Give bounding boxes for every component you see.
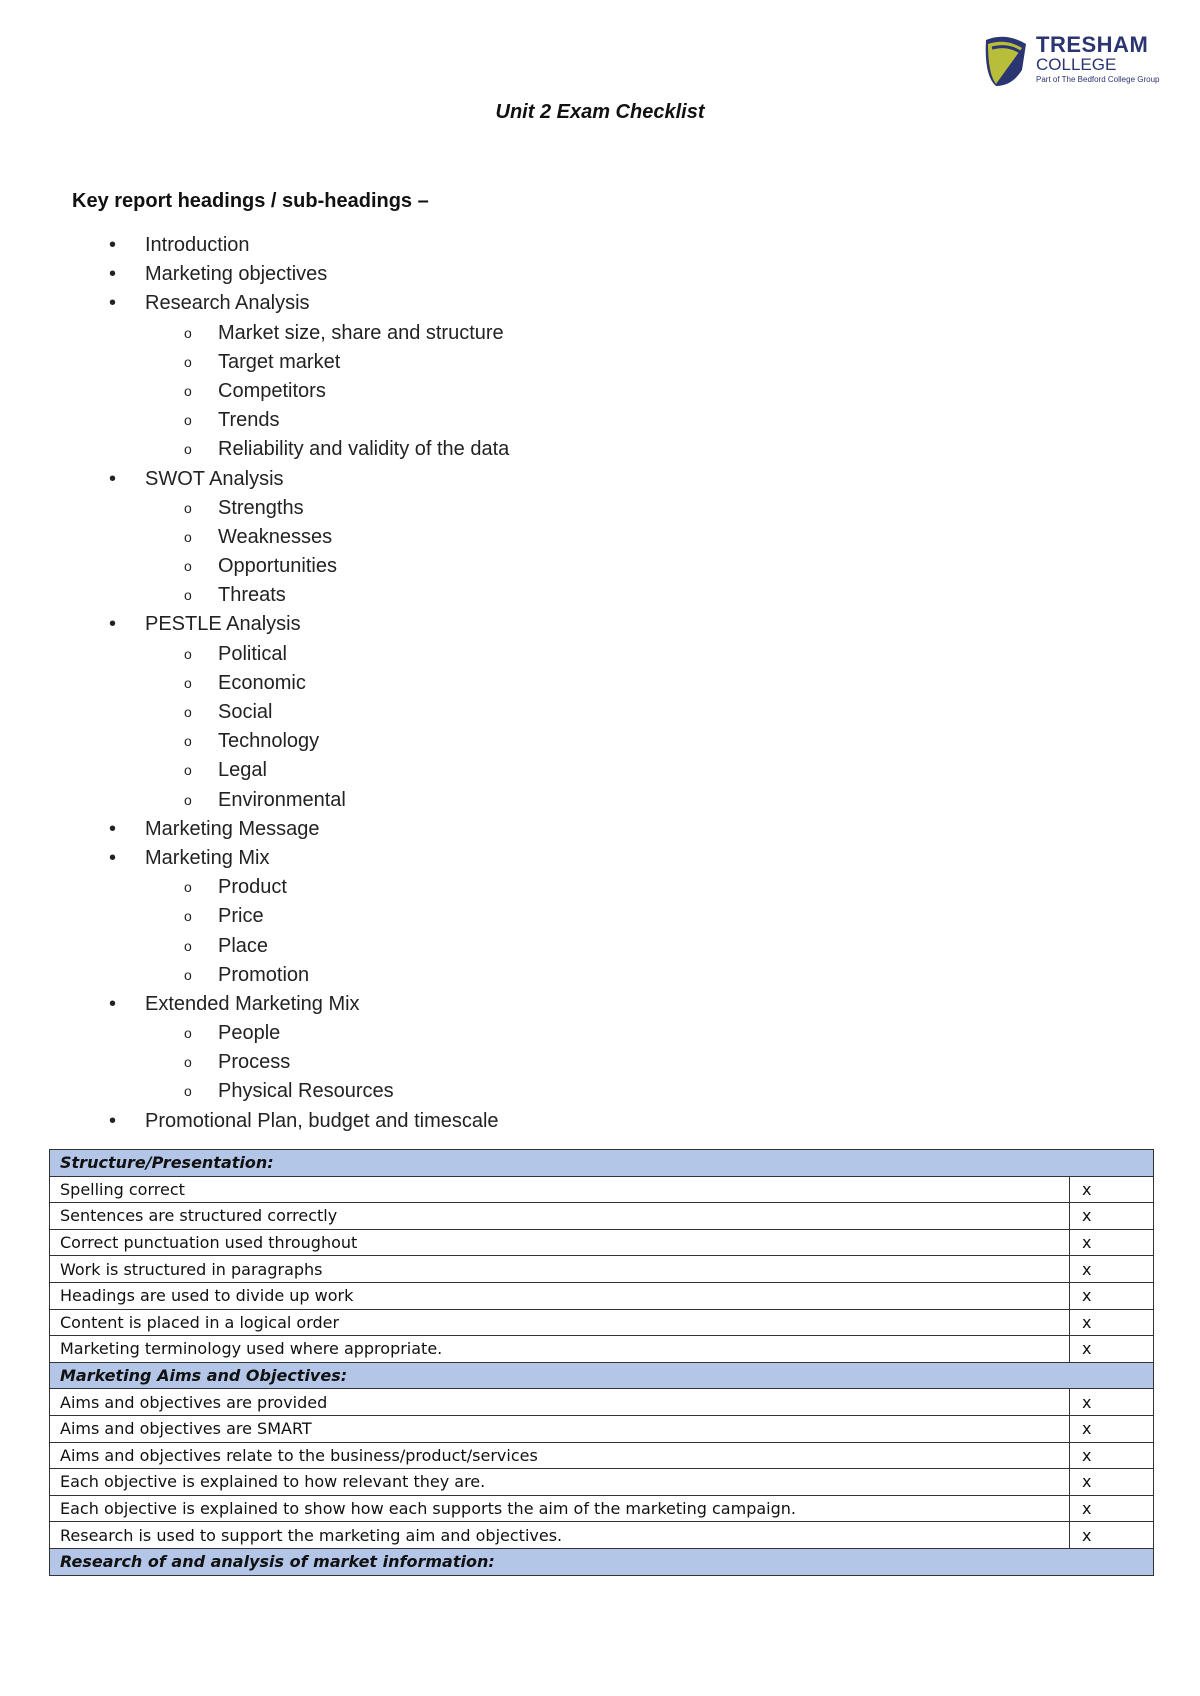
- heading-list-item: [0, 815, 509, 844]
- circle-bullet-icon: o: [184, 441, 192, 458]
- checklist-row: [50, 1336, 1154, 1363]
- checklist-row: [50, 1389, 1154, 1416]
- check-mark: x: [1070, 1469, 1154, 1496]
- subheading-list-item: [0, 581, 509, 610]
- page-title: Unit 2 Exam Checklist: [495, 101, 705, 123]
- list-item-text: Threats: [218, 584, 286, 607]
- list-item-text: Extended Marketing Mix: [145, 992, 360, 1015]
- circle-bullet-icon: o: [184, 1054, 192, 1071]
- list-item-text: Marketing objectives: [145, 263, 328, 286]
- circle-bullet-icon: o: [184, 324, 192, 341]
- list-item-text: Environmental: [218, 788, 346, 811]
- circle-bullet-icon: o: [184, 704, 192, 720]
- bullet-icon: •: [109, 292, 117, 315]
- checklist-row: [50, 1256, 1154, 1283]
- list-item-text: Reliability and validity of the data: [218, 438, 510, 461]
- checklist-section-row: [50, 1548, 1154, 1575]
- subheading-list-item: [0, 523, 509, 552]
- list-item-text: Research Analysis: [145, 292, 310, 315]
- subheading-list-item: [0, 406, 509, 435]
- subheading-list-item: [0, 640, 509, 669]
- list-item-text: PESTLE Analysis: [145, 613, 301, 636]
- subheading-list-item: [0, 961, 509, 990]
- list-item-text: Social: [218, 701, 273, 723]
- subheading-list-item: [0, 319, 509, 348]
- check-mark: x: [1070, 1309, 1154, 1336]
- checklist-section-row: [50, 1150, 1154, 1177]
- criterion-text: Correct punctuation used throughout: [50, 1229, 1070, 1256]
- list-item-text: Opportunities: [218, 555, 337, 578]
- heading-list-item: [0, 465, 509, 494]
- circle-bullet-icon: o: [184, 966, 192, 983]
- list-item-text: Promotion: [218, 963, 310, 986]
- criterion-text: Headings are used to divide up work: [50, 1282, 1070, 1309]
- heading-list-item: [0, 1107, 509, 1136]
- checklist-section-row: [50, 1362, 1154, 1389]
- heading-list-item: [0, 260, 509, 289]
- checklist-row: [50, 1176, 1154, 1203]
- logo-tagline: Part of The Bedford College Group: [1036, 75, 1160, 84]
- checklist-row: [50, 1415, 1154, 1442]
- circle-bullet-icon: o: [184, 499, 192, 516]
- list-item-text: Physical Resources: [218, 1080, 394, 1103]
- criterion-text: Each objective is explained to show how each supports the aim of the marketing campaign.: [50, 1495, 1070, 1522]
- list-item-text: Legal: [218, 759, 267, 782]
- circle-bullet-icon: o: [184, 1083, 192, 1100]
- subheading-list-item: [0, 1048, 509, 1077]
- checklist-row: [50, 1309, 1154, 1336]
- list-item-text: Market size, share and structure: [218, 321, 504, 344]
- circle-bullet-icon: o: [184, 762, 192, 779]
- subheading-list-item: [0, 348, 509, 377]
- bullet-icon: •: [109, 846, 117, 869]
- circle-bullet-icon: o: [184, 937, 192, 954]
- checklist-row: [50, 1469, 1154, 1496]
- list-item-text: Political: [218, 642, 287, 665]
- logo-name-line1: TRESHAM: [1036, 32, 1149, 57]
- subheading-list-item: [0, 932, 509, 961]
- list-item-text: SWOT Analysis: [145, 467, 284, 490]
- subheading-list-item: [0, 1077, 509, 1106]
- criterion-text: Content is placed in a logical order: [50, 1309, 1070, 1336]
- checklist-table: [49, 1149, 1154, 1576]
- checklist-row: [50, 1522, 1154, 1549]
- heading-list-item: [0, 990, 509, 1019]
- circle-bullet-icon: o: [184, 587, 192, 604]
- circle-bullet-icon: o: [184, 674, 192, 691]
- checklist-row: [50, 1229, 1154, 1256]
- subheading-list-item: [0, 377, 509, 406]
- list-item-text: Economic: [218, 671, 306, 694]
- criterion-text: Aims and objectives are SMART: [50, 1415, 1070, 1442]
- subheading-list-item: [0, 552, 509, 581]
- subheading-list-item: [0, 494, 509, 523]
- check-mark: x: [1070, 1282, 1154, 1309]
- list-item-text: Competitors: [218, 379, 326, 402]
- heading-list-item: [0, 844, 509, 873]
- bullet-icon: •: [109, 817, 117, 840]
- subheading-list-item: [0, 756, 509, 785]
- bullet-icon: •: [109, 613, 117, 636]
- circle-bullet-icon: o: [184, 382, 192, 399]
- circle-bullet-icon: o: [184, 733, 192, 750]
- list-item-text: Target market: [218, 350, 341, 373]
- check-mark: x: [1070, 1256, 1154, 1283]
- criterion-text: Aims and objectives are provided: [50, 1389, 1070, 1416]
- list-item-text: Strengths: [218, 496, 304, 519]
- circle-bullet-icon: o: [184, 528, 192, 545]
- bullet-icon: •: [109, 992, 117, 1015]
- subheading-list-item: [0, 873, 509, 902]
- checklist-row: [50, 1495, 1154, 1522]
- subheading-list-item: [0, 669, 509, 698]
- check-mark: x: [1070, 1389, 1154, 1416]
- section-heading: Key report headings / sub-headings –: [72, 190, 429, 212]
- check-mark: x: [1070, 1229, 1154, 1256]
- heading-list-item: [0, 231, 509, 260]
- checklist-row: [50, 1203, 1154, 1230]
- college-logo: [982, 30, 1172, 102]
- criterion-text: Aims and objectives relate to the business/product/services: [50, 1442, 1070, 1469]
- list-item-text: Weaknesses: [218, 525, 333, 548]
- list-item-text: Promotional Plan, budget and timescale: [145, 1109, 499, 1132]
- circle-bullet-icon: o: [184, 879, 192, 896]
- check-mark: x: [1070, 1176, 1154, 1203]
- circle-bullet-icon: o: [184, 1025, 192, 1042]
- criterion-text: Each objective is explained to how relevant they are.: [50, 1469, 1070, 1496]
- list-item-text: Product: [218, 876, 287, 899]
- checklist-row: [50, 1282, 1154, 1309]
- bullet-icon: •: [109, 1109, 117, 1132]
- list-item-text: Price: [218, 905, 264, 928]
- criterion-text: Spelling correct: [50, 1176, 1070, 1203]
- checklist-row: [50, 1442, 1154, 1469]
- logo-name-line2: COLLEGE: [1036, 55, 1117, 74]
- circle-bullet-icon: o: [184, 791, 192, 808]
- check-mark: x: [1070, 1203, 1154, 1230]
- heading-list-item: [0, 289, 509, 318]
- subheading-list-item: [0, 727, 509, 756]
- subheading-list-item: [0, 902, 509, 931]
- bullet-icon: •: [109, 467, 117, 490]
- list-item-text: People: [218, 1022, 281, 1045]
- circle-bullet-icon: o: [184, 645, 192, 662]
- list-item-text: Introduction: [145, 234, 250, 256]
- list-item-text: Place: [218, 934, 269, 957]
- bullet-icon: •: [109, 234, 117, 256]
- circle-bullet-icon: o: [184, 412, 192, 429]
- subheading-list-item: [0, 1019, 509, 1048]
- list-item-text: Technology: [218, 730, 320, 753]
- check-mark: x: [1070, 1522, 1154, 1549]
- subheading-list-item: [0, 698, 509, 727]
- criterion-text: Marketing terminology used where appropriate.: [50, 1336, 1070, 1363]
- check-mark: x: [1070, 1495, 1154, 1522]
- circle-bullet-icon: o: [184, 908, 192, 925]
- criterion-text: Research is used to support the marketing aim and objectives.: [50, 1522, 1070, 1549]
- heading-list-item: [0, 610, 509, 639]
- list-item-text: Trends: [218, 409, 280, 432]
- check-mark: x: [1070, 1442, 1154, 1469]
- section-title: Research of and analysis of market information:: [50, 1548, 1154, 1575]
- check-mark: x: [1070, 1415, 1154, 1442]
- criterion-text: Sentences are structured correctly: [50, 1203, 1070, 1230]
- circle-bullet-icon: o: [184, 353, 192, 370]
- college-crest-icon: [982, 34, 1032, 90]
- section-title: Marketing Aims and Objectives:: [50, 1362, 1154, 1389]
- check-mark: x: [1070, 1336, 1154, 1363]
- subheading-list-item: [0, 435, 509, 464]
- report-headings-list: [0, 231, 509, 1136]
- list-item-text: Process: [218, 1051, 291, 1074]
- section-title: Structure/Presentation:: [50, 1150, 1154, 1177]
- subheading-list-item: [0, 786, 509, 815]
- list-item-text: Marketing Mix: [145, 846, 270, 869]
- criterion-text: Work is structured in paragraphs: [50, 1256, 1070, 1283]
- circle-bullet-icon: o: [184, 558, 192, 575]
- list-item-text: Marketing Message: [145, 817, 320, 840]
- bullet-icon: •: [109, 263, 117, 286]
